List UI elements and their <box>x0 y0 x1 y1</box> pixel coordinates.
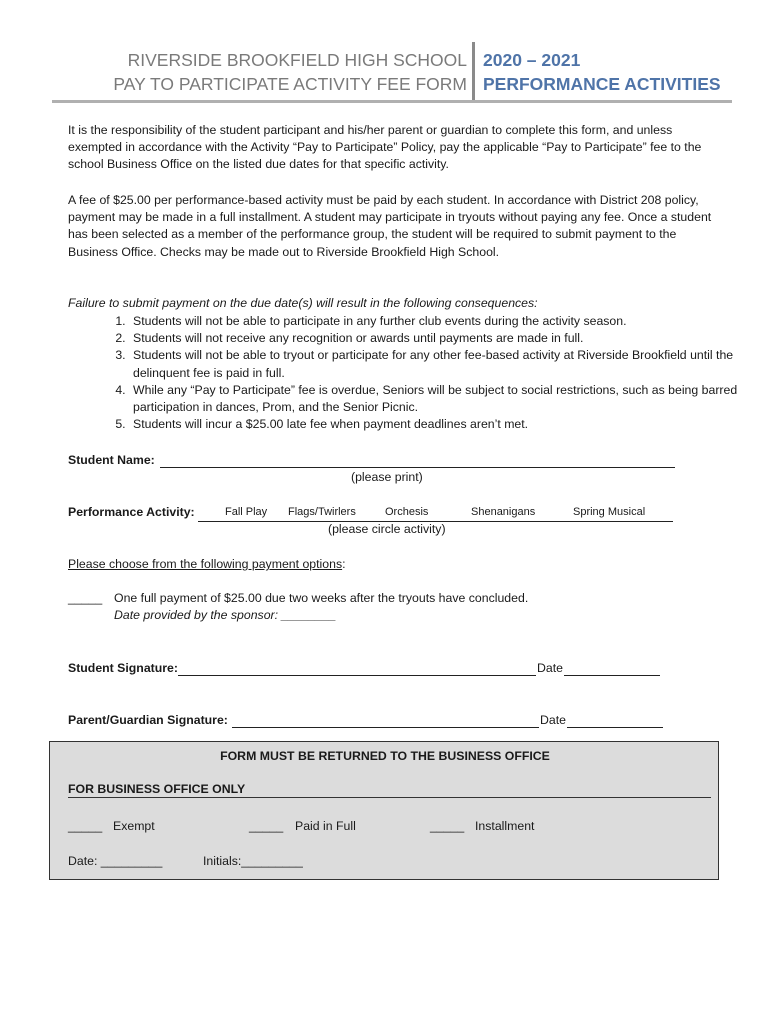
header-rule <box>52 100 732 103</box>
school-year: 2020 – 2021 <box>483 50 581 70</box>
consequence-item: 3. Students will not be able to tryout or participate for any other fee-based activity at Riverside Brookfield until the delinquent fee is paid in full. <box>129 347 749 381</box>
paid-full-blank[interactable]: _____ <box>249 819 284 833</box>
header-right <box>483 48 721 96</box>
return-notice: FORM MUST BE RETURNED TO THE BUSINESS OFFICE <box>220 749 550 763</box>
consequence-item: 5. Students will incur a $25.00 late fee when payment deadlines aren’t met. <box>129 416 749 433</box>
sponsor-date-label: Date provided by the sponsor: ________ <box>114 608 337 622</box>
activity-label: Performance Activity: <box>68 505 195 519</box>
please-print-note: (please print) <box>351 470 423 484</box>
student-name-label: Student Name: <box>68 453 155 467</box>
consequences-list <box>74 313 749 433</box>
student-date-label: Date <box>537 661 563 675</box>
parent-date-label: Date <box>540 713 566 727</box>
installment-label: Installment <box>475 819 535 833</box>
installment-blank[interactable]: _____ <box>430 819 465 833</box>
student-signature-label: Student Signature: <box>68 661 178 675</box>
office-only-label: FOR BUSINESS OFFICE ONLY <box>68 782 246 796</box>
payment-option-blank[interactable]: _____ <box>68 591 103 605</box>
office-only-rule <box>68 797 711 798</box>
office-date-field[interactable]: Date: _________ <box>68 854 163 868</box>
activity-option-shenanigans[interactable]: Shenanigans <box>471 506 536 518</box>
activity-option-fall-play[interactable]: Fall Play <box>225 506 268 518</box>
payment-options-label: Please choose from the following payment options <box>68 557 343 571</box>
please-circle-note: (please circle activity) <box>328 522 446 536</box>
consequence-item: 1. Students will not be able to participate in any further club events during the activity season. <box>129 313 749 330</box>
office-initials-field[interactable]: Initials:_________ <box>203 854 303 868</box>
student-name-field[interactable] <box>160 454 675 468</box>
activity-option-orchesis[interactable]: Orchesis <box>385 506 429 518</box>
responsibility-paragraph: It is the responsibility of the student participant and his/her parent or guardian to complete this form, and unless exempted in accordance with the Activity “Pay to Participate” Policy, pay the applicable “Pay to Participate” fee to the school Business Office on the listed due dates for that specific activity. <box>68 123 702 172</box>
payment-options-colon: : <box>342 557 346 571</box>
form-title: PAY TO PARTICIPATE ACTIVITY FEE FORM <box>113 74 467 94</box>
parent-signature-label: Parent/Guardian Signature: <box>68 713 228 727</box>
exempt-label: Exempt <box>113 819 155 833</box>
school-name: RIVERSIDE BROOKFIELD HIGH SCHOOL <box>127 50 467 70</box>
payment-options-heading <box>68 557 346 571</box>
parent-signature-field[interactable] <box>232 714 539 728</box>
consequences-intro: Failure to submit payment on the due date(s) will result in the following consequences: <box>68 296 538 310</box>
payment-option-text: One full payment of $25.00 due two weeks after the tryouts have concluded. <box>114 591 529 605</box>
exempt-blank[interactable]: _____ <box>68 819 103 833</box>
activity-option-flags-twirlers[interactable]: Flags/Twirlers <box>288 506 356 518</box>
activity-category: PERFORMANCE ACTIVITIES <box>483 74 721 94</box>
activity-option-spring-musical[interactable]: Spring Musical <box>573 506 646 518</box>
fee-paragraph: A fee of $25.00 per performance-based activity must be paid by each student. In accordance with District 208 policy, payment may be made in a full installment. A student may participate in tryouts without paying any fee. Once a student has been selected as a member of the performance group, the student will be required to submit payment to the Business Office. Checks may be made out to Riverside Brookfield High School. <box>68 193 712 259</box>
header-left <box>40 48 467 96</box>
consequence-item: 2. Students will not receive any recognition or awards until payments are made in full. <box>129 330 749 347</box>
student-signature-field[interactable] <box>178 662 536 676</box>
student-date-field[interactable] <box>564 662 660 676</box>
paid-full-label: Paid in Full <box>295 819 356 833</box>
header-divider <box>472 42 475 102</box>
business-office-box <box>49 741 719 880</box>
consequence-item: 4. While any “Pay to Participate” fee is overdue, Seniors will be subject to social restrictions, such as being barred participation in dances, Prom, and the Senior Picnic. <box>129 382 749 416</box>
parent-date-field[interactable] <box>567 714 663 728</box>
